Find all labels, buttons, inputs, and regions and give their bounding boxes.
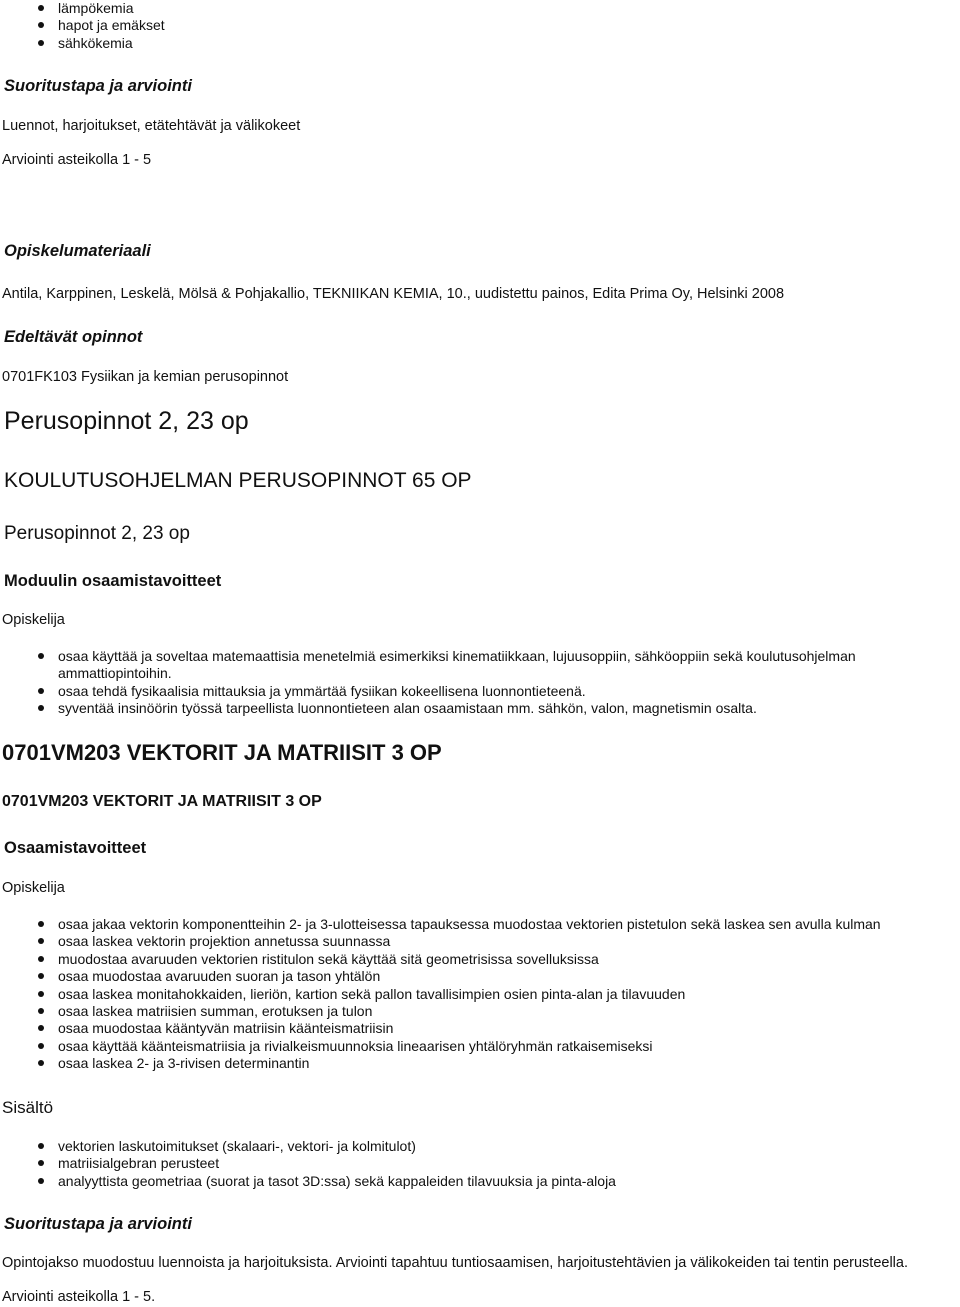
paragraph-study-material: Antila, Karppinen, Leskelä, Mölsä & Pohjakallio, TEKNIIKAN KEMIA, 10., uudistettu painos, Edita Prima Oy, Helsinki 2008: [2, 286, 785, 302]
module-title: Perusopinnot 2, 23 op: [4, 523, 190, 544]
list-item: matriisialgebran perusteet: [0, 1155, 616, 1172]
program-title: KOULUTUSOHJELMAN PERUSOPINNOT 65 OP: [4, 469, 472, 492]
list-item: muodostaa avaruuden vektorien ristitulon sekä käyttää sitä geometrisissa sovelluksissa: [0, 951, 881, 968]
list-item: osaa laskea vektorin projektion annetussa suunnassa: [0, 933, 881, 950]
list-item: hapot ja emäkset: [0, 17, 165, 34]
page-title-perusopinnot: Perusopinnot 2, 23 op: [4, 407, 249, 435]
course-title-sub: 0701VM203 VEKTORIT JA MATRIISIT 3 OP: [2, 793, 322, 810]
module-objectives-list: [0, 648, 958, 718]
outcomes-lead: Opiskelija: [2, 880, 65, 896]
paragraph-prerequisites: 0701FK103 Fysiikan ja kemian perusopinnot: [2, 369, 289, 385]
list-item: osaa laskea 2- ja 3-rivisen determinantin: [0, 1055, 881, 1072]
course-content-list: [0, 1138, 616, 1190]
list-item: osaa muodostaa kääntyvän matriisin käänteismatriisin: [0, 1020, 881, 1037]
paragraph-grading-scale: Arviointi asteikolla 1 - 5: [2, 152, 152, 168]
list-item: osaa jakaa vektorin komponentteihin 2- ja 3-ulotteisessa tapauksessa muodostaa vektorien pistetulon sekä laskea sen avulla kulman: [0, 916, 881, 933]
objectives-lead: Opiskelija: [2, 612, 65, 628]
course-title-main: 0701VM203 VEKTORIT JA MATRIISIT 3 OP: [2, 740, 442, 765]
section-heading-study-material: Opiskelumateriaali: [4, 242, 151, 260]
course-outcomes-list: [0, 916, 881, 1073]
list-item: lämpökemia: [0, 0, 165, 17]
paragraph-assessment-methods: Luennot, harjoitukset, etätehtävät ja välikokeet: [2, 118, 301, 134]
list-item: sähkökemia: [0, 35, 165, 52]
subheading-module-objectives: Moduulin osaamistavoitteet: [4, 572, 222, 590]
subheading-learning-outcomes: Osaamistavoitteet: [4, 839, 147, 857]
list-item: osaa laskea matriisien summan, erotuksen ja tulon: [0, 1003, 881, 1020]
section-heading-assessment: Suoritustapa ja arviointi: [4, 77, 192, 95]
list-item: osaa muodostaa avaruuden suoran ja tason yhtälön: [0, 968, 881, 985]
list-item: analyyttista geometriaa (suorat ja tasot 3D:ssa) sekä kappaleiden tilavuuksia ja pinta-aloja: [0, 1173, 616, 1190]
list-item: osaa laskea monitahokkaiden, lieriön, kartion sekä pallon tavallisimpien osien pinta-alan ja tilavuuden: [0, 986, 881, 1003]
section-heading-prerequisites: Edeltävät opinnot: [4, 328, 143, 346]
paragraph-course-grading-scale: Arviointi asteikolla 1 - 5.: [2, 1289, 156, 1305]
list-item: vektorien laskutoimitukset (skalaari-, vektori- ja kolmitulot): [0, 1138, 616, 1155]
paragraph-course-assessment: Opintojakso muodostuu luennoista ja harjoituksista. Arviointi tapahtuu tuntiosaamisen, harjoitustehtävien ja välikokeiden tai tentin perusteella.: [2, 1255, 908, 1271]
list-item: osaa tehdä fysikaalisia mittauksia ja ymmärtää fysiikan kokeellisena luonnontieteenä.: [0, 683, 958, 700]
section-heading-course-assessment: Suoritustapa ja arviointi: [4, 1215, 192, 1233]
list-item: syventää insinöörin työssä tarpeellista luonnontieteen alan osaamistaan mm. sähkön, valon, magnetismin osalta.: [0, 700, 958, 717]
top-topic-list: [0, 0, 165, 52]
list-item: osaa käyttää käänteismatriisia ja rivialkeismuunnoksia lineaarisen yhtälöryhmän ratkaisemiseksi: [0, 1038, 881, 1055]
subheading-content: Sisältö: [2, 1098, 54, 1117]
list-item: osaa käyttää ja soveltaa matemaattisia menetelmiä esimerkiksi kinematiikkaan, lujuusoppiin, sähköoppiin sekä koulutusohjelman ammattiopintoihin.: [0, 648, 958, 683]
